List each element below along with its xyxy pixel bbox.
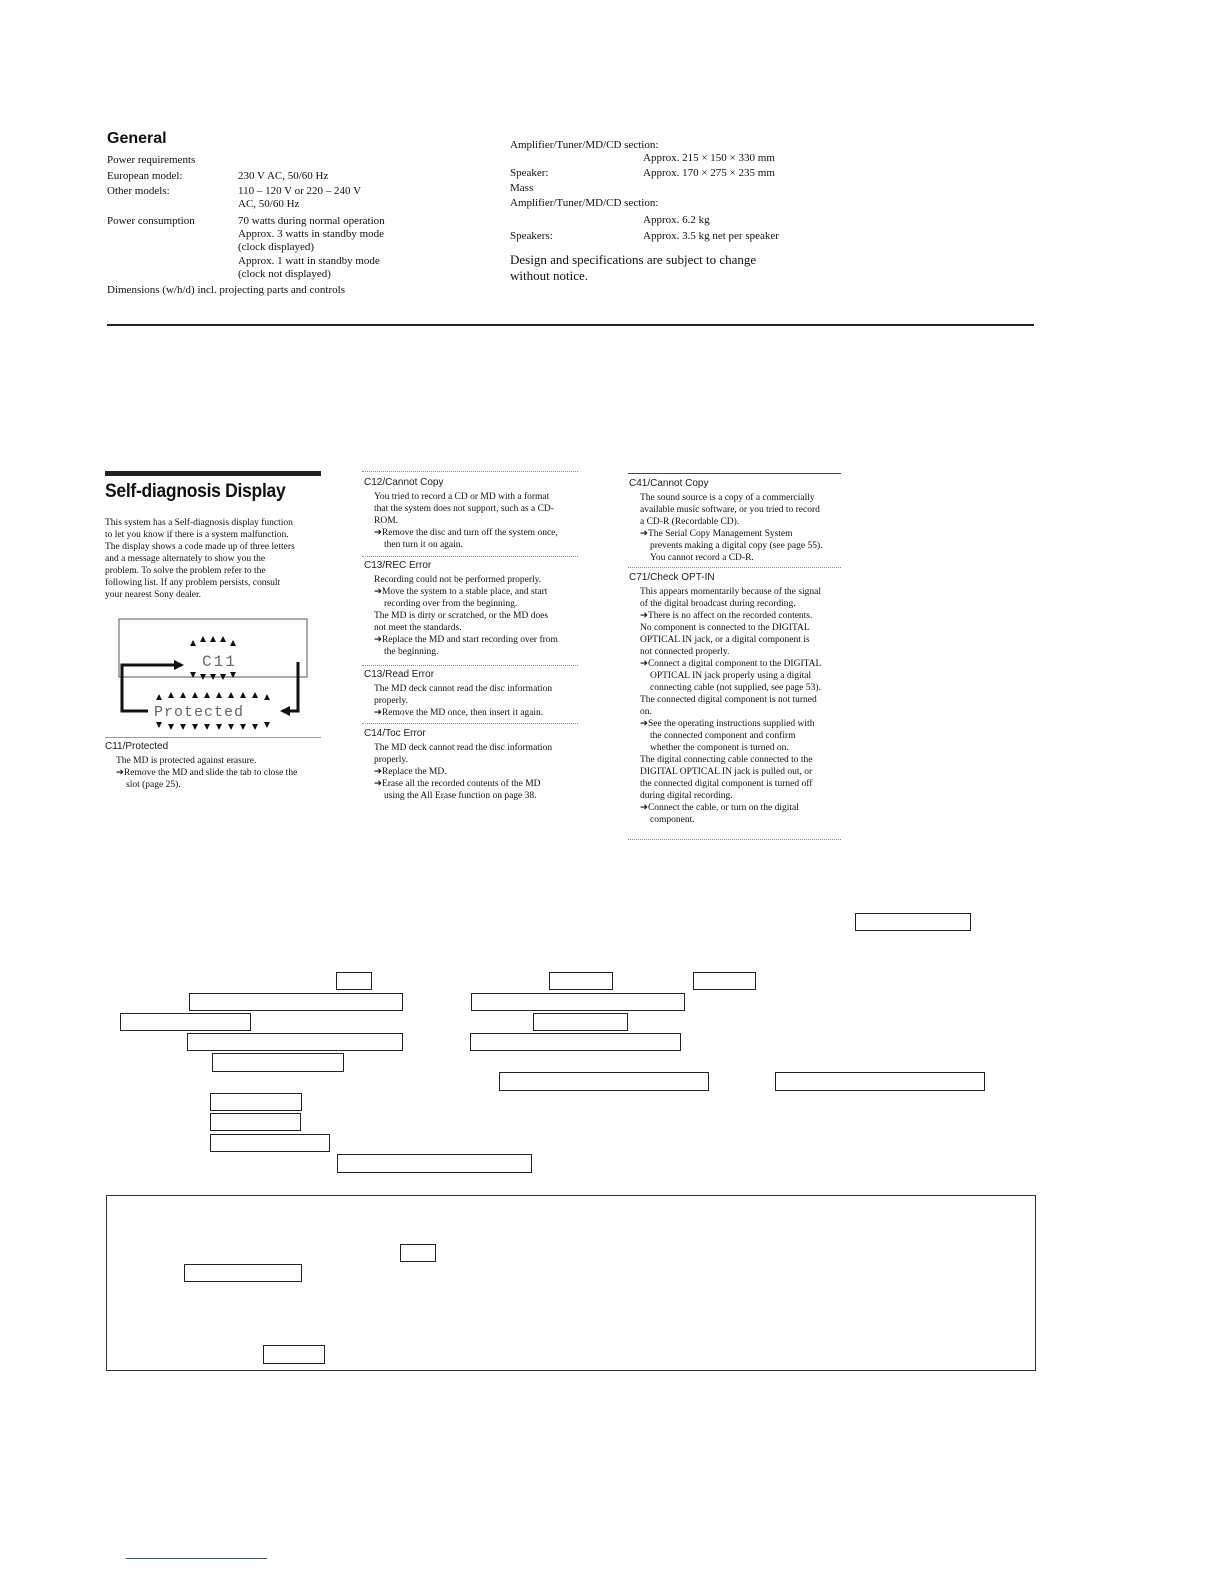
other-models-value-1: 110 – 120 V or 220 – 240 V	[238, 185, 362, 197]
form-box	[471, 993, 685, 1011]
c71-end-divider	[628, 839, 841, 840]
c14-fix: ➔Erase all the recorded contents of the MD	[374, 779, 541, 789]
c13b-body	[374, 683, 584, 719]
display-message: Protected	[154, 704, 245, 721]
c11-title: C11/Protected	[105, 741, 169, 752]
arrowhead-right	[174, 660, 184, 670]
form-box	[210, 1093, 302, 1111]
c71-line: on.	[640, 707, 652, 717]
amp-section-label-1: Amplifier/Tuner/MD/CD section:	[510, 139, 659, 151]
c14-fix: ➔Replace the MD.	[374, 767, 447, 777]
form-box	[189, 993, 403, 1011]
amp-section-label-2: Amplifier/Tuner/MD/CD section:	[510, 197, 659, 209]
form-box	[693, 972, 756, 990]
c41-line: a CD-R (Recordable CD).	[640, 517, 740, 527]
self-diagnosis-title: Self-diagnosis Display	[105, 481, 286, 502]
section-divider	[107, 324, 1034, 326]
c71-fix: ➔Connect the cable, or turn on the digital	[640, 803, 799, 813]
form-box	[337, 1154, 532, 1173]
form-box	[210, 1134, 330, 1152]
c41-title: C41/Cannot Copy	[629, 478, 709, 489]
c13b-divider	[362, 665, 578, 666]
c71-line: not connected properly.	[640, 647, 730, 657]
form-box	[184, 1264, 302, 1282]
c13a-fix: ➔Replace the MD and start recording over from	[374, 635, 558, 645]
amp-mass-value: Approx. 6.2 kg	[643, 214, 710, 226]
c13a-body	[374, 574, 584, 658]
c14-line: properly.	[374, 755, 408, 765]
c12-line: ROM.	[374, 516, 399, 526]
form-box	[549, 972, 613, 990]
other-models-label: Other models:	[107, 185, 170, 197]
c13a-title: C13/REC Error	[364, 560, 432, 571]
c71-line: of the digital broadcast during recording.	[640, 599, 796, 609]
c14-divider	[362, 723, 578, 724]
c11-fix: ➔Remove the MD and slide the tab to close the	[116, 768, 298, 778]
loop-arrow-bottom	[122, 676, 148, 711]
form-box	[210, 1113, 301, 1131]
intro-line: problem. To solve the problem refer to the	[105, 566, 266, 576]
c41-fix: ➔The Serial Copy Management System	[640, 529, 793, 539]
loop-arrow-top	[122, 665, 176, 678]
power-consumption-4: Approx. 1 watt in standby mode	[238, 255, 380, 267]
form-box	[263, 1345, 325, 1364]
form-box	[775, 1072, 985, 1091]
c13a-fix: the beginning.	[384, 647, 439, 657]
c11-body	[116, 755, 297, 791]
notes-frame	[106, 1195, 1036, 1371]
c71-fix: component.	[650, 815, 695, 825]
c71-fix: connecting cable (not supplied, see page 53).	[650, 683, 821, 693]
power-consumption-1: 70 watts during normal operation	[238, 215, 385, 227]
c12-fix: ➔Remove the disc and turn off the system once,	[374, 528, 558, 538]
power-consumption-2: Approx. 3 watts in standby mode	[238, 228, 385, 240]
c13a-fix: ➔Move the system to a stable place, and start	[374, 587, 548, 597]
power-consumption-5: (clock not displayed)	[238, 268, 331, 280]
loop-arrow-side	[288, 662, 298, 711]
amp-dimensions-value: Approx. 215 × 150 × 330 mm	[643, 152, 775, 164]
c12-body	[374, 491, 584, 551]
c71-line: DIGITAL OPTICAL IN jack is pulled out, or	[640, 767, 813, 777]
c41-line: The sound source is a copy of a commercially	[640, 493, 815, 503]
c71-title: C71/Check OPT-IN	[629, 572, 715, 583]
intro-line: following list. If any problem persists, consult	[105, 578, 281, 588]
c41-body	[640, 492, 845, 564]
c41-fix: You cannot record a CD-R.	[650, 553, 754, 563]
c13a-divider	[362, 556, 578, 557]
c41-fix: prevents making a digital copy (see page 55).	[650, 541, 823, 551]
c71-line: The digital connecting cable connected to the	[640, 755, 813, 765]
form-box	[533, 1013, 628, 1031]
c71-line: No component is connected to the DIGITAL	[640, 623, 810, 633]
european-model-value: 230 V AC, 50/60 Hz	[238, 170, 329, 182]
power-consumption-label: Power consumption	[107, 215, 195, 227]
form-box	[855, 913, 971, 931]
european-model-label: European model:	[107, 170, 183, 182]
c41-line: available music software, or you tried to record	[640, 505, 820, 515]
c14-body	[374, 742, 584, 802]
form-box	[120, 1013, 251, 1031]
dimensions-label: Dimensions (w/h/d) incl. projecting parts and controls	[107, 284, 345, 296]
c13b-line: The MD deck cannot read the disc information	[374, 684, 553, 694]
title-bar	[105, 471, 321, 476]
c14-line: The MD deck cannot read the disc information	[374, 743, 553, 753]
c71-fix: ➔Connect a digital component to the DIGITAL	[640, 659, 822, 669]
c71-fix: OPTICAL IN jack properly using a digital	[650, 671, 812, 681]
display-illustration	[118, 618, 310, 733]
speaker-label: Speaker:	[510, 167, 549, 179]
speakers-label: Speakers:	[510, 230, 553, 242]
form-box	[212, 1053, 344, 1072]
form-box	[499, 1072, 709, 1091]
form-box	[336, 972, 372, 990]
c71-line: The connected digital component is not turned	[640, 695, 817, 705]
c13a-line: Recording could not be performed properly.	[374, 575, 542, 585]
c13a-line: not meet the standards.	[374, 623, 462, 633]
c71-fix: the connected component and confirm	[650, 731, 796, 741]
c12-line: that the system does not support, such as a CD-	[374, 504, 554, 514]
speakers-mass-value: Approx. 3.5 kg net per speaker	[643, 230, 779, 242]
c71-line: OPTICAL IN jack, or a digital component is	[640, 635, 810, 645]
power-requirements-label: Power requirements	[107, 154, 196, 166]
display-code: C11	[202, 653, 237, 671]
c41-divider	[628, 473, 841, 474]
c13a-line: The MD is dirty or scratched, or the MD does	[374, 611, 549, 621]
c13b-line: properly.	[374, 696, 408, 706]
intro-line: your nearest Sony dealer.	[105, 590, 202, 600]
intro-line: This system has a Self-diagnosis display function	[105, 518, 293, 528]
c71-divider	[628, 567, 841, 568]
c71-line: the connected digital component is turned off	[640, 779, 813, 789]
power-consumption-3: (clock displayed)	[238, 241, 315, 253]
c13b-fix: ➔Remove the MD once, then insert it again.	[374, 708, 544, 718]
intro-line: The display shows a code made up of three letters	[105, 542, 295, 552]
c11-line: The MD is protected against erasure.	[116, 756, 257, 766]
c71-line: This appears momentarily because of the signal	[640, 587, 821, 597]
footer-link-line	[126, 1558, 267, 1559]
intro-line: and a message alternately to show you the	[105, 554, 266, 564]
c14-fix: using the All Erase function on page 38.	[384, 791, 537, 801]
c11-fix: slot (page 25).	[126, 780, 181, 790]
arrowhead-left	[280, 706, 290, 716]
c12-fix: then turn it on again.	[384, 540, 463, 550]
form-box	[470, 1033, 681, 1051]
c12-divider	[362, 471, 578, 472]
intro-text	[105, 517, 323, 601]
notice-line-2: without notice.	[510, 268, 588, 283]
form-box	[187, 1033, 403, 1051]
c71-body	[640, 586, 845, 826]
c11-divider	[105, 737, 321, 738]
other-models-value-2: AC, 50/60 Hz	[238, 198, 300, 210]
c12-line: You tried to record a CD or MD with a format	[374, 492, 550, 502]
c12-title: C12/Cannot Copy	[364, 477, 444, 488]
c13b-title: C13/Read Error	[364, 669, 435, 680]
speaker-dimensions-value: Approx. 170 × 275 × 235 mm	[643, 167, 775, 179]
c14-title: C14/Toc Error	[364, 728, 426, 739]
general-heading: General	[107, 130, 167, 147]
mass-label: Mass	[510, 182, 534, 194]
c71-line: during digital recording.	[640, 791, 733, 801]
c71-fix: ➔See the operating instructions supplied with	[640, 719, 815, 729]
c71-fix: ➔There is no affect on the recorded contents.	[640, 611, 813, 621]
intro-line: to let you know if there is a system malfunction.	[105, 530, 289, 540]
c13a-fix: recording over from the beginning.	[384, 599, 518, 609]
c71-fix: whether the component is turned on.	[650, 743, 789, 753]
notice-line-1: Design and specifications are subject to change	[510, 252, 757, 267]
form-box	[400, 1244, 436, 1262]
